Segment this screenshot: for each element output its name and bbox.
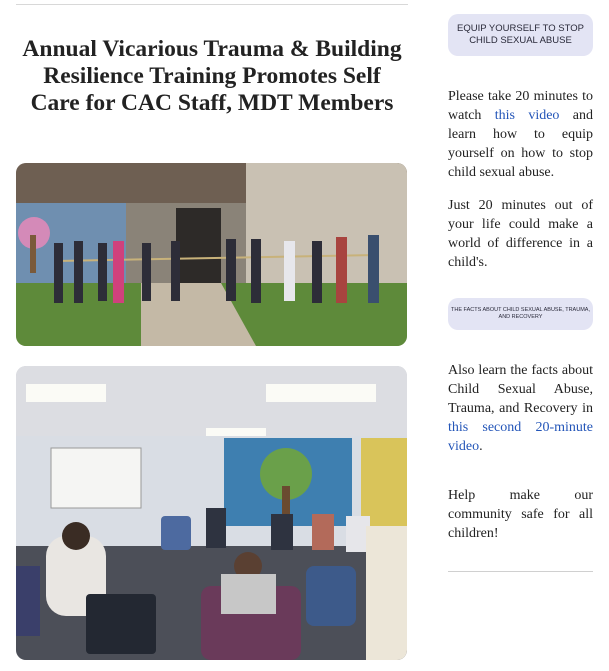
facts-about-abuse-banner[interactable]: THE FACTS ABOUT CHILD SEXUAL ABUSE, TRAUMA, AND RECOVERY [448, 298, 593, 330]
watch-video-paragraph [448, 87, 593, 182]
article-title: Annual Vicarious Trauma & Building Resilience Training Promotes Self Care for CAC Staff, MDT Members [22, 36, 402, 116]
learn-facts-text-before: Also learn the facts about Child Sexual Abuse, Trauma, and Recovery in [448, 363, 593, 416]
watch-video-text-before: Please take 20 minutes to watch [448, 89, 593, 123]
community-safe-paragraph: Help make our community safe for all children! [448, 488, 593, 541]
tug-of-war-photo [16, 163, 407, 346]
twenty-minutes-paragraph: Just 20 minutes out of your life could make a world of difference in a child's. [448, 198, 593, 270]
equip-yourself-banner[interactable]: EQUIP YOURSELF TO STOP CHILD SEXUAL ABUSE [448, 14, 593, 56]
training-room-image [16, 366, 407, 660]
learn-facts-text-after: . [479, 439, 483, 454]
sidebar-divider [448, 571, 593, 572]
second-video-link[interactable]: this second 20-minute video [448, 420, 593, 454]
learn-facts-paragraph [448, 361, 593, 456]
watch-video-text-after: and learn how to equip yourself on how to stop child sexual abuse. [448, 108, 593, 180]
training-room-photo [16, 366, 407, 660]
tug-of-war-image [16, 163, 407, 346]
this-video-link[interactable]: this video [494, 108, 560, 123]
top-divider [16, 4, 408, 5]
